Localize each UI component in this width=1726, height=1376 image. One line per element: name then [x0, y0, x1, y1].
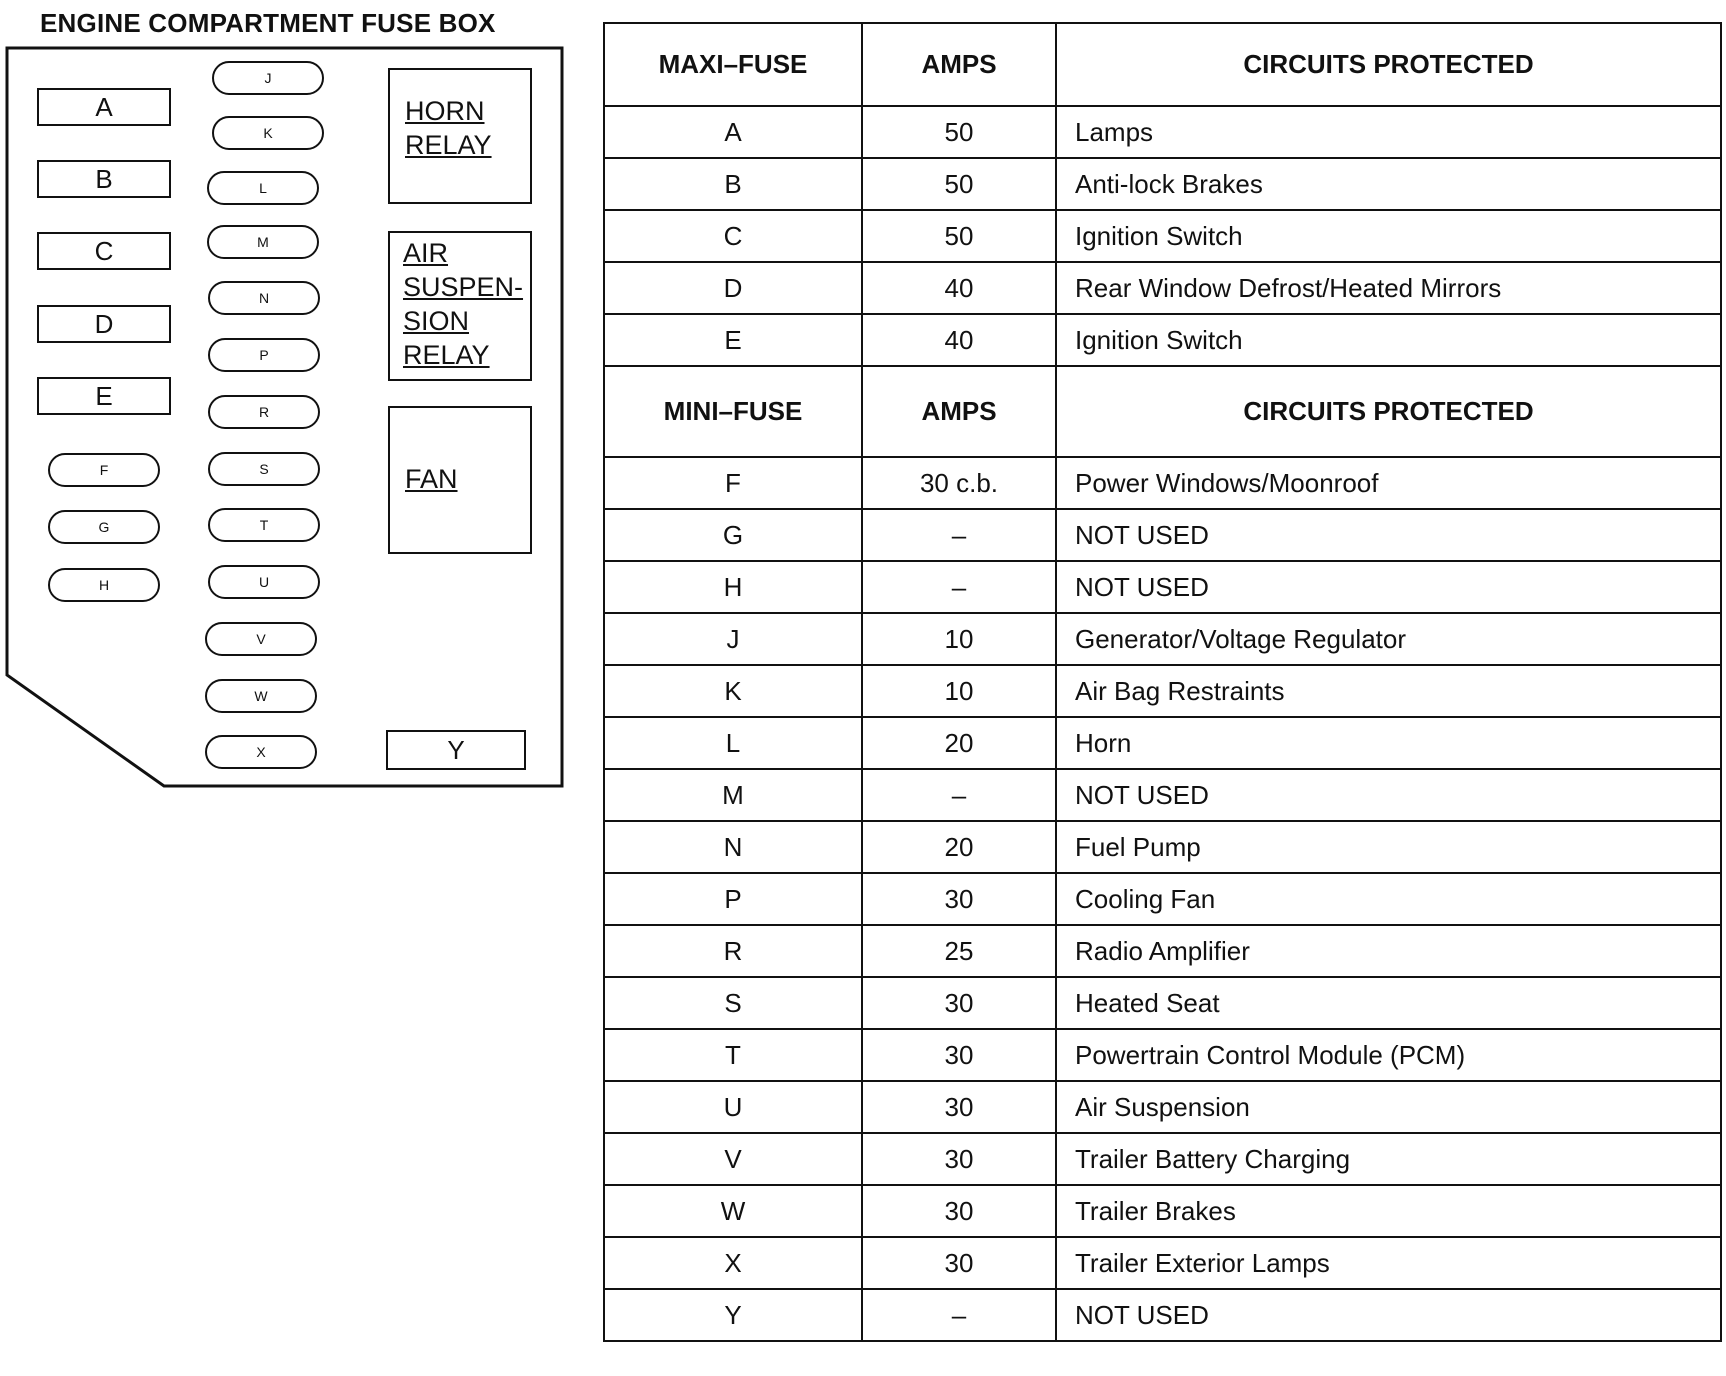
table-row: [604, 1185, 1721, 1237]
mini-slot-l[interactable]: L: [207, 171, 319, 205]
table-row: [604, 1081, 1721, 1133]
amps-cell: 50: [862, 106, 1056, 158]
circuit-cell: Trailer Exterior Lamps: [1056, 1237, 1721, 1289]
mini-slot-p[interactable]: P: [208, 338, 320, 372]
mini-slot-s[interactable]: S: [208, 452, 320, 486]
amps-cell: 30: [862, 977, 1056, 1029]
mini-slot-x[interactable]: X: [205, 735, 317, 769]
air-suspension-relay-label-line-4: RELAY: [403, 340, 490, 370]
fuse-cell: K: [604, 665, 862, 717]
amps-cell: 50: [862, 158, 1056, 210]
amps-cell: 30 c.b.: [862, 457, 1056, 509]
table-row: [604, 1289, 1721, 1341]
air-suspension-relay-label-line-1: AIR: [403, 238, 449, 268]
mini-slot-w[interactable]: W: [205, 679, 317, 713]
fuse-cell: S: [604, 977, 862, 1029]
mini-fuse-header: MINI–FUSE: [604, 366, 862, 457]
table-row: [604, 613, 1721, 665]
amps-cell: 30: [862, 1185, 1056, 1237]
fuse-cell: M: [604, 769, 862, 821]
table-row: [604, 665, 1721, 717]
circuit-cell: Heated Seat: [1056, 977, 1721, 1029]
air-suspension-relay-label-line-3: SION: [403, 306, 470, 336]
amps-cell: 10: [862, 613, 1056, 665]
amps-cell: 40: [862, 262, 1056, 314]
amps-cell: –: [862, 509, 1056, 561]
amps-cell: 10: [862, 665, 1056, 717]
mini-circuits-header: CIRCUITS PROTECTED: [1056, 366, 1721, 457]
table-row: [604, 1237, 1721, 1289]
table-row: [604, 873, 1721, 925]
maxi-slot-c[interactable]: C: [37, 232, 171, 270]
amps-cell: 30: [862, 1081, 1056, 1133]
circuit-cell: Generator/Voltage Regulator: [1056, 613, 1721, 665]
maxi-circuits-header: CIRCUITS PROTECTED: [1056, 23, 1721, 106]
circuit-cell: Power Windows/Moonroof: [1056, 457, 1721, 509]
table-row: [604, 457, 1721, 509]
mini-slot-v[interactable]: V: [205, 622, 317, 656]
mini-slot-r[interactable]: R: [208, 395, 320, 429]
mini-slot-h[interactable]: H: [48, 568, 160, 602]
circuit-cell: Air Suspension: [1056, 1081, 1721, 1133]
mini-slot-f[interactable]: F: [48, 453, 160, 487]
mini-slot-g[interactable]: G: [48, 510, 160, 544]
table-row: [604, 1133, 1721, 1185]
fuse-table: [603, 22, 1722, 1342]
amps-cell: 50: [862, 210, 1056, 262]
circuit-cell: Anti-lock Brakes: [1056, 158, 1721, 210]
maxi-amps-header: AMPS: [862, 23, 1056, 106]
table-row: [604, 561, 1721, 613]
fuse-cell: A: [604, 106, 862, 158]
circuit-cell: Trailer Battery Charging: [1056, 1133, 1721, 1185]
fuse-cell: E: [604, 314, 862, 366]
amps-cell: –: [862, 769, 1056, 821]
circuit-cell: Cooling Fan: [1056, 873, 1721, 925]
fuse-cell: B: [604, 158, 862, 210]
fuse-cell: F: [604, 457, 862, 509]
maxi-slot-a[interactable]: A: [37, 88, 171, 126]
fuse-cell: N: [604, 821, 862, 873]
circuit-cell: Rear Window Defrost/Heated Mirrors: [1056, 262, 1721, 314]
fuse-cell: D: [604, 262, 862, 314]
fuse-cell: T: [604, 1029, 862, 1081]
mini-slot-t[interactable]: T: [208, 508, 320, 542]
fuse-cell: L: [604, 717, 862, 769]
table-row: [604, 717, 1721, 769]
amps-cell: 20: [862, 717, 1056, 769]
maxi-slot-e[interactable]: E: [37, 377, 171, 415]
circuit-cell: Air Bag Restraints: [1056, 665, 1721, 717]
mini-slot-k[interactable]: K: [212, 116, 324, 150]
maxi-fuse-header: MAXI–FUSE: [604, 23, 862, 106]
mini-slot-u[interactable]: U: [208, 565, 320, 599]
fan-relay-label: FAN: [405, 464, 458, 494]
circuit-cell: NOT USED: [1056, 1289, 1721, 1341]
table-row: [604, 158, 1721, 210]
table-row: [604, 1029, 1721, 1081]
circuit-cell: NOT USED: [1056, 561, 1721, 613]
circuit-cell: Horn: [1056, 717, 1721, 769]
amps-cell: 30: [862, 1029, 1056, 1081]
fuse-cell: Y: [604, 1289, 862, 1341]
table-row: [604, 925, 1721, 977]
amps-cell: 25: [862, 925, 1056, 977]
circuit-cell: Radio Amplifier: [1056, 925, 1721, 977]
circuit-cell: Ignition Switch: [1056, 314, 1721, 366]
amps-cell: 20: [862, 821, 1056, 873]
circuit-cell: NOT USED: [1056, 769, 1721, 821]
table-row: [604, 977, 1721, 1029]
maxi-slot-d[interactable]: D: [37, 305, 171, 343]
amps-cell: 30: [862, 1237, 1056, 1289]
horn-relay-label-line-2: RELAY: [405, 130, 492, 160]
table-row: [604, 262, 1721, 314]
fuse-cell: G: [604, 509, 862, 561]
slot-y[interactable]: Y: [386, 730, 526, 770]
air-suspension-relay[interactable]: [388, 231, 532, 381]
fan-relay[interactable]: [388, 406, 532, 554]
circuit-cell: Trailer Brakes: [1056, 1185, 1721, 1237]
circuit-cell: NOT USED: [1056, 509, 1721, 561]
fuse-cell: J: [604, 613, 862, 665]
fuse-cell: W: [604, 1185, 862, 1237]
mini-header-row: [604, 366, 1721, 457]
fuse-cell: X: [604, 1237, 862, 1289]
table-row: [604, 314, 1721, 366]
fuse-cell: R: [604, 925, 862, 977]
circuit-cell: Ignition Switch: [1056, 210, 1721, 262]
mini-slot-n[interactable]: N: [208, 281, 320, 315]
amps-cell: 30: [862, 1133, 1056, 1185]
amps-cell: –: [862, 1289, 1056, 1341]
table-row: [604, 509, 1721, 561]
maxi-header-row: [604, 23, 1721, 106]
fuse-cell: V: [604, 1133, 862, 1185]
diagram-title: ENGINE COMPARTMENT FUSE BOX: [40, 8, 496, 38]
amps-cell: 30: [862, 873, 1056, 925]
fuse-cell: C: [604, 210, 862, 262]
circuit-cell: Powertrain Control Module (PCM): [1056, 1029, 1721, 1081]
fuse-cell: U: [604, 1081, 862, 1133]
mini-amps-header: AMPS: [862, 366, 1056, 457]
air-suspension-relay-label-line-2: SUSPEN-: [403, 272, 524, 302]
mini-slot-j[interactable]: J: [212, 61, 324, 95]
fuse-cell: P: [604, 873, 862, 925]
horn-relay[interactable]: [388, 68, 532, 204]
maxi-slot-b[interactable]: B: [37, 160, 171, 198]
fuse-cell: H: [604, 561, 862, 613]
horn-relay-label-line-1: HORN: [405, 96, 485, 126]
table-row: [604, 210, 1721, 262]
table-row: [604, 769, 1721, 821]
table-row: [604, 821, 1721, 873]
circuit-cell: Lamps: [1056, 106, 1721, 158]
circuit-cell: Fuel Pump: [1056, 821, 1721, 873]
amps-cell: –: [862, 561, 1056, 613]
mini-slot-m[interactable]: M: [207, 225, 319, 259]
amps-cell: 40: [862, 314, 1056, 366]
table-row: [604, 106, 1721, 158]
